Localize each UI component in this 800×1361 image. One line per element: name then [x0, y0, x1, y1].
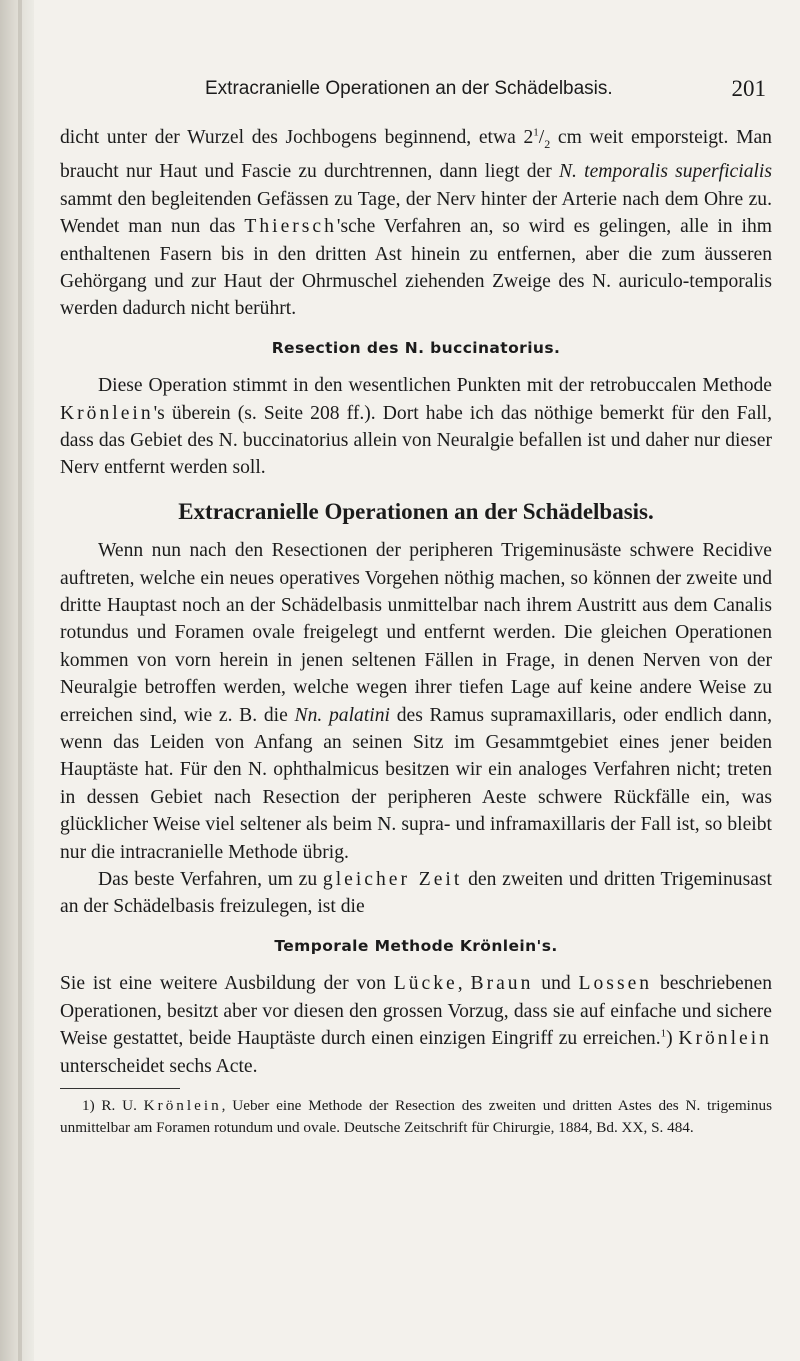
author-name: Krönlein [143, 1096, 222, 1114]
paragraph-best-method: Das beste Verfahren, um zu gleicher Zeit den zweiten und dritten Trigeminusast an der Schädelbasis freizulegen, ist die [60, 869, 772, 918]
nerve-name-italic: N. temporalis superficialis [558, 161, 773, 183]
section-heading-temporal-method: Temporale Methode Krönlein's. [274, 936, 558, 955]
author-name: Krönlein [60, 402, 154, 424]
paragraph-temporal-method: Sie ist eine weitere Ausbildung der von Lücke, Braun und Lossen beschriebenen Operationen, besitzt aber vor diesen den grossen Vorzug, dass sie auf einfache und sichere Weise gestattet, beide Hauptäste durch einen einzigen Eingriff zu erreichen.$^1$) Krönlein unterscheidet sechs Acte. [60, 973, 773, 1077]
book-spine-shadow [0, 0, 34, 1361]
running-header [60, 78, 772, 118]
section-heading-buccinatorius: Resection des N. buccinatorius. [271, 338, 561, 357]
nerve-name-italic: Nn. palatini [294, 704, 390, 726]
author-name: Lossen [578, 973, 653, 995]
emphasis-spaced: gleicher Zeit [322, 869, 463, 891]
footnote: 1) R. U. Krönlein, Ueber eine Methode der Resection des zweiten und dritten Astes des N. trigeminus unmittelbar am Foramen rotundum und ovale. Deutsche Zeitschrift für Chirurgie, 1884, Bd. XX, S. 484. [60, 1096, 772, 1136]
paragraph-continuation: dicht unter der Wurzel des Jochbogens beginnend, etwa $2^1/_2$ cm weit emporsteigt. Man braucht nur Haut und Fascie zu durchtrennen, dann liegt der N. temporalis superficialis sammt den begleitenden Gefässen zu Tage, der Nerv hinter der Arterie nach dem Ohre zu. Wendet man nun das Thiersch'sche Verfahren an, so wird es gelingen, alle in ihm enthaltenen Fasern bis in den dritten Ast hinein zu entfernen, aber die zum äusseren Gehörgang und zur Haut der Ohrmuschel ziehenden Zweige des N. auriculo-temporalis werden dadurch nicht berührt. [60, 126, 773, 320]
footnote-divider [60, 1088, 180, 1089]
author-name: Thiersch [244, 216, 337, 238]
book-page [60, 0, 772, 1361]
body-text [60, 124, 772, 1139]
author-name: Krönlein [678, 1028, 772, 1050]
author-name: Braun [470, 973, 534, 995]
running-title: Extracranielle Operationen an der Schädelbasis. [205, 78, 613, 99]
footnote-marker: 1 [660, 1027, 667, 1040]
author-name: Lücke [393, 973, 458, 995]
footnote-number: 1) [82, 1096, 95, 1114]
paragraph-buccinatorius: Diese Operation stimmt in den wesentlichen Punkten mit der retrobuccalen Methode Krönlein's überein (s. Seite 208 ff.). Dort habe ich das nöthige bemerkt für den Fall, dass das Gebiet des N. buccinatorius allein von Neuralgie befallen ist und daher nur dieser Nerv entfernt werden soll. [60, 375, 772, 479]
paragraph-extracranial: Wenn nun nach den Resectionen der peripheren Trigeminusäste schwere Recidive auftreten, welche ein neues operatives Vorgehen nöthig machen, so können der zweite und dritte Hauptast noch an der Schädelbasis unmittelbar nach ihrem Austritt aus dem Canalis rotundus und Foramen ovale freigelegt und entfernt werden. Die gleichen Operationen kommen von vorn herein in jenen seltenen Fällen in Frage, in denen Nerven von der Neuralgie betroffen werden, welche wegen ihrer tiefen Lage auf keine andere Weise zu erreichen sind, wie z. B. die Nn. palatini des Ramus supramaxillaris, oder endlich dann, wenn das Leiden von Anfang an seinen Sitz im Gesammtgebiet eines jener beiden Hauptäste hat. Für den N. ophthalmicus besitzen wir ein analoges Verfahren nicht; treten in dessen Gebiet nach Resection der peripheren Aeste schwere Rückfälle ein, was glücklicher Weise viel seltener als beim N. supra- und inframaxillaris der Fall ist, so bleibt nur die intracranielle Methode übrig. [60, 540, 772, 863]
page-number: 201 [731, 76, 766, 101]
section-heading-extracranial: Extracranielle Operationen an der Schädelbasis. [178, 498, 654, 524]
